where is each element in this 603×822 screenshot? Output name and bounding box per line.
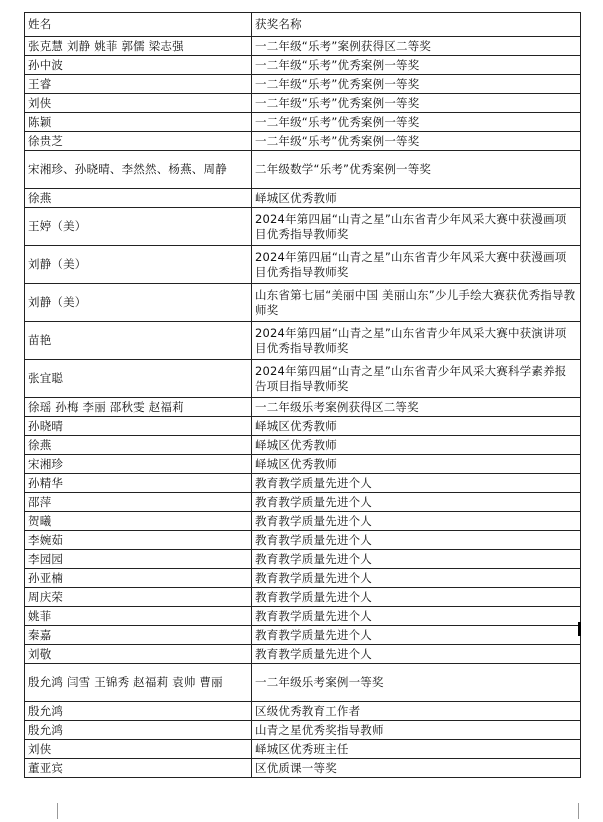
cell-name: 刘侠: [25, 94, 252, 113]
cell-name: 孙精华: [25, 474, 252, 493]
cell-name: 董亚宾: [25, 759, 252, 778]
cell-name: 孙中波: [25, 56, 252, 75]
cell-award: 一二年级“乐考”优秀案例一等奖: [252, 94, 581, 113]
table-row: [25, 512, 581, 531]
cell-award: 二年级数学“乐考”优秀案例一等奖: [252, 151, 581, 189]
table-row: [25, 360, 581, 398]
cell-award: 山东省第七届“美丽中国 美丽山东”少儿手绘大赛获优秀指导教师奖: [252, 284, 581, 322]
cell-award: 教育教学质量先进个人: [252, 569, 581, 588]
cell-award: 2024年第四届“山青之星”山东省青少年风采大赛科学素养报告项目指导教师奖: [252, 360, 581, 398]
margin-mark-left: [57, 803, 58, 819]
table-row: [25, 113, 581, 132]
cell-name: 陈颖: [25, 113, 252, 132]
table-row: [25, 531, 581, 550]
cell-award: 一二年级“乐考”优秀案例一等奖: [252, 75, 581, 94]
cell-name: 李园园: [25, 550, 252, 569]
cell-award: 教育教学质量先进个人: [252, 550, 581, 569]
table-row: [25, 322, 581, 360]
cell-name: 徐燕: [25, 436, 252, 455]
cell-award: 2024年第四届“山青之星”山东省青少年风采大赛中获漫画项目优秀指导教师奖: [252, 246, 581, 284]
cell-name: 宋湘珍、孙晓晴、李然然、杨燕、周静: [25, 151, 252, 189]
cell-award: 一二年级“乐考”优秀案例一等奖: [252, 132, 581, 151]
cell-award: 一二年级“乐考”案例获得区二等奖: [252, 37, 581, 56]
table-row: [25, 246, 581, 284]
header-award: 获奖名称: [252, 13, 581, 37]
cell-award: 教育教学质量先进个人: [252, 512, 581, 531]
cell-name: 孙亚楠: [25, 569, 252, 588]
cell-name: 刘静（美）: [25, 246, 252, 284]
table-row: [25, 569, 581, 588]
table-row: [25, 664, 581, 702]
cell-award: 峄城区优秀教师: [252, 417, 581, 436]
cell-name: 殷允鸿: [25, 702, 252, 721]
cell-name: 李婉茹: [25, 531, 252, 550]
table-row: [25, 189, 581, 208]
table-row: [25, 37, 581, 56]
margin-mark-right: [578, 803, 579, 819]
cell-name: 徐瑶 孙梅 李丽 邵秋雯 赵福莉: [25, 398, 252, 417]
cell-award: 一二年级“乐考”优秀案例一等奖: [252, 113, 581, 132]
table-row: [25, 607, 581, 626]
table-row: [25, 208, 581, 246]
table-row: [25, 94, 581, 113]
cell-award: 2024年第四届“山青之星”山东省青少年风采大赛中获演讲项目优秀指导教师奖: [252, 322, 581, 360]
page-bottom-margin: [0, 803, 603, 822]
cell-name: 宋湘珍: [25, 455, 252, 474]
table-header-row: [25, 13, 581, 37]
cell-award: 教育教学质量先进个人: [252, 588, 581, 607]
cell-award: 峄城区优秀教师: [252, 189, 581, 208]
cell-award: 峄城区优秀教师: [252, 455, 581, 474]
cell-award: 教育教学质量先进个人: [252, 607, 581, 626]
table-row: [25, 417, 581, 436]
table-row: [25, 550, 581, 569]
cell-award: 教育教学质量先进个人: [252, 474, 581, 493]
header-name: 姓名: [25, 13, 252, 37]
document-page: [24, 12, 580, 778]
text-cursor: [578, 622, 581, 636]
table-row: [25, 398, 581, 417]
table-row: [25, 56, 581, 75]
cell-award: 一二年级乐考案例获得区二等奖: [252, 398, 581, 417]
cell-award: 一二年级乐考案例一等奖: [252, 664, 581, 702]
cell-award: 峄城区优秀班主任: [252, 740, 581, 759]
awards-table: [24, 12, 581, 778]
cell-name: 秦嘉: [25, 626, 252, 645]
table-row: [25, 132, 581, 151]
table-row: [25, 702, 581, 721]
cell-name: 苗艳: [25, 322, 252, 360]
cell-award: 教育教学质量先进个人: [252, 493, 581, 512]
table-row: [25, 626, 581, 645]
cell-name: 张克慧 刘静 姚菲 郭儒 梁志强: [25, 37, 252, 56]
table-row: [25, 474, 581, 493]
cell-award: 教育教学质量先进个人: [252, 626, 581, 645]
cell-name: 王睿: [25, 75, 252, 94]
cell-award: 教育教学质量先进个人: [252, 531, 581, 550]
table-row: [25, 740, 581, 759]
cell-name: 殷允鸿: [25, 721, 252, 740]
cell-name: 张宜聪: [25, 360, 252, 398]
table-row: [25, 151, 581, 189]
table-row: [25, 436, 581, 455]
cell-name: 殷允鸿 闫雪 王锦秀 赵福莉 袁帅 曹丽: [25, 664, 252, 702]
cell-name: 贺曦: [25, 512, 252, 531]
table-row: [25, 645, 581, 664]
table-row: [25, 588, 581, 607]
cell-name: 刘敬: [25, 645, 252, 664]
cell-name: 刘侠: [25, 740, 252, 759]
cell-award: 一二年级“乐考”优秀案例一等奖: [252, 56, 581, 75]
table-row: [25, 75, 581, 94]
cell-award: 山青之星优秀奖指导教师: [252, 721, 581, 740]
cell-award: 区级优秀教育工作者: [252, 702, 581, 721]
cell-award: 峄城区优秀教师: [252, 436, 581, 455]
cell-award: 区优质课一等奖: [252, 759, 581, 778]
cell-name: 王婷（美）: [25, 208, 252, 246]
cell-name: 姚菲: [25, 607, 252, 626]
cell-name: 徐贵芝: [25, 132, 252, 151]
cell-award: 2024年第四届“山青之星”山东省青少年风采大赛中获漫画项目优秀指导教师奖: [252, 208, 581, 246]
cell-name: 孙晓晴: [25, 417, 252, 436]
cell-award: 教育教学质量先进个人: [252, 645, 581, 664]
cell-name: 邵萍: [25, 493, 252, 512]
table-row: [25, 284, 581, 322]
table-row: [25, 455, 581, 474]
table-row: [25, 721, 581, 740]
cell-name: 周庆荣: [25, 588, 252, 607]
table-row: [25, 759, 581, 778]
table-row: [25, 493, 581, 512]
cell-name: 刘静（美）: [25, 284, 252, 322]
cell-name: 徐燕: [25, 189, 252, 208]
